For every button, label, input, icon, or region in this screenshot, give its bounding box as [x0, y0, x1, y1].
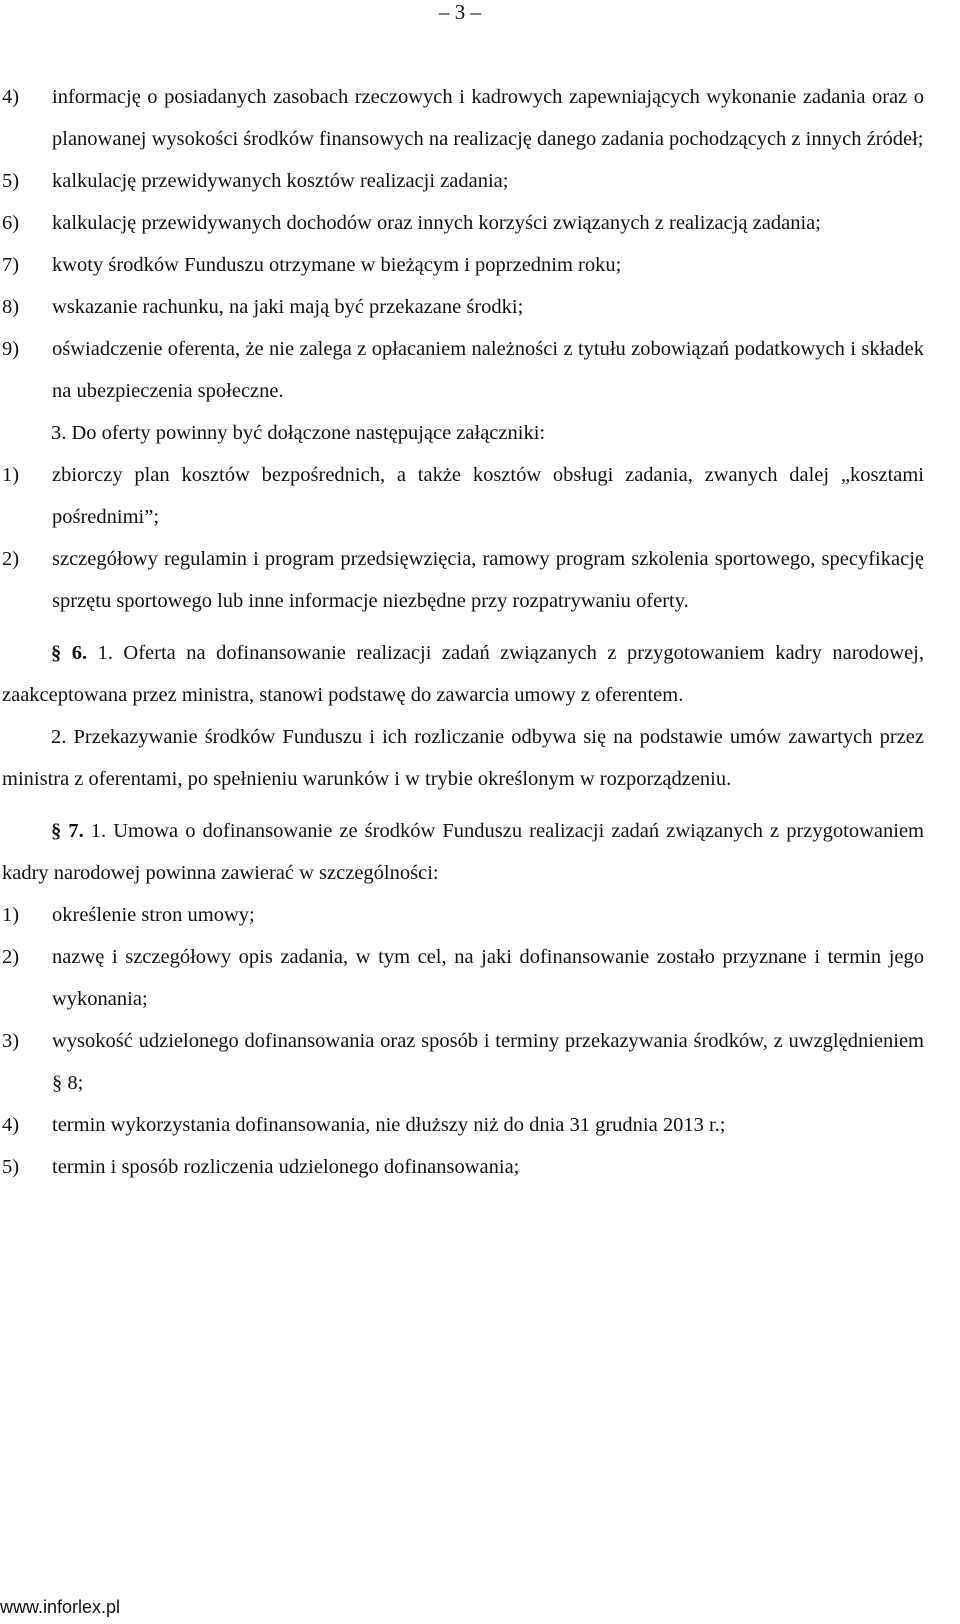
list-item	[2, 202, 924, 244]
section-7-mark: § 7.	[51, 820, 84, 842]
list-item-text: termin wykorzystania dofinansowania, nie dłuższy niż do dnia 31 grudnia 2013 r.;	[52, 1114, 726, 1136]
list-item	[2, 538, 924, 622]
paragraph-3-attachments: 3. Do oferty powinny być dołączone następujące załączniki:	[51, 422, 546, 444]
list-item	[2, 454, 924, 538]
list-item	[2, 1146, 924, 1188]
list-item-number: 2)	[2, 548, 20, 570]
list-item-text: szczegółowy regulamin i program przedsięwzięcia, ramowy program szkolenia sportowego, specyfikację sprzętu sportowego lub inne informacje niezbędne przy rozpatrywaniu oferty.	[52, 548, 924, 612]
list-item-number: 2)	[2, 946, 20, 968]
section-7-paragraph-1	[2, 810, 924, 894]
list-item-number: 9)	[2, 338, 20, 360]
list-item-number: 3)	[2, 1030, 20, 1052]
list-item-number: 1)	[2, 464, 20, 486]
list-item	[2, 328, 924, 412]
list-item	[2, 160, 924, 202]
list-item-number: 4)	[2, 86, 20, 108]
list-item	[2, 894, 924, 936]
section-6-mark: § 6.	[51, 642, 88, 664]
document-body	[2, 76, 924, 1188]
list-item-number: 5)	[2, 1156, 20, 1178]
section-7-text-1: 1. Umowa o dofinansowanie ze środków Funduszu realizacji zadań związanych z przygotowaniem kadry narodowej powinna zawierać w szczególności:	[2, 820, 924, 884]
list-item-number: 4)	[2, 1114, 20, 1136]
list-item-text: wysokość udzielonego dofinansowania oraz sposób i terminy przekazywania środków, z uwzględnieniem § 8;	[52, 1030, 924, 1094]
list-item-number: 6)	[2, 212, 20, 234]
list-item	[2, 286, 924, 328]
list-item-number: 5)	[2, 170, 20, 192]
attachments-list	[2, 454, 924, 622]
section-6-paragraph-2: 2. Przekazywanie środków Funduszu i ich rozliczanie odbywa się na podstawie umów zawartych przez ministra z oferentami, po spełnieniu warunków i w trybie określonym w rozporządzeniu.	[2, 726, 924, 790]
list-item-text: termin i sposób rozliczenia udzielonego dofinansowania;	[52, 1156, 520, 1178]
list-item	[2, 244, 924, 286]
list-item-number: 1)	[2, 904, 20, 926]
list-item-text: wskazanie rachunku, na jaki mają być przekazane środki;	[52, 296, 524, 318]
list-item-text: kalkulację przewidywanych kosztów realizacji zadania;	[52, 170, 509, 192]
list-item-text: informację o posiadanych zasobach rzeczowych i kadrowych zapewniających wykonanie zadania oraz o planowanej wysokości środków finansowych na realizację danego zadania pochodzących z innych źródeł;	[52, 86, 924, 150]
list-item-text: oświadczenie oferenta, że nie zalega z opłacaniem należności z tytułu zobowiązań podatkowych i składek na ubezpieczenia społeczne.	[52, 338, 924, 402]
list-item-text: kalkulację przewidywanych dochodów oraz innych korzyści związanych z realizacją zadania;	[52, 212, 821, 234]
section-6-text-1: 1. Oferta na dofinansowanie realizacji zadań związanych z przygotowaniem kadry narodowej, zaakceptowana przez ministra, stanowi podstawę do zawarcia umowy z oferentem.	[2, 642, 924, 706]
list-item	[2, 1020, 924, 1104]
list-item	[2, 76, 924, 160]
list-item	[2, 1104, 924, 1146]
contract-contents-list	[2, 894, 924, 1188]
list-item-text: nazwę i szczegółowy opis zadania, w tym cel, na jaki dofinansowanie zostało przyznane i termin jego wykonania;	[52, 946, 924, 1010]
section-6-paragraph-1	[2, 632, 924, 716]
footer-source-link[interactable]: www.inforlex.pl	[0, 1597, 121, 1617]
list-item-text: określenie stron umowy;	[52, 904, 255, 926]
list-item-number: 8)	[2, 296, 20, 318]
page-number: – 3 –	[439, 0, 481, 24]
list-item-text: kwoty środków Funduszu otrzymane w bieżącym i poprzednim roku;	[52, 254, 622, 276]
list-item-number: 7)	[2, 254, 20, 276]
list-item	[2, 936, 924, 1020]
list-items-4-9	[2, 76, 924, 412]
list-item-text: zbiorczy plan kosztów bezpośrednich, a także kosztów obsługi zadania, zwanych dalej „kosztami pośrednimi”;	[52, 464, 924, 528]
